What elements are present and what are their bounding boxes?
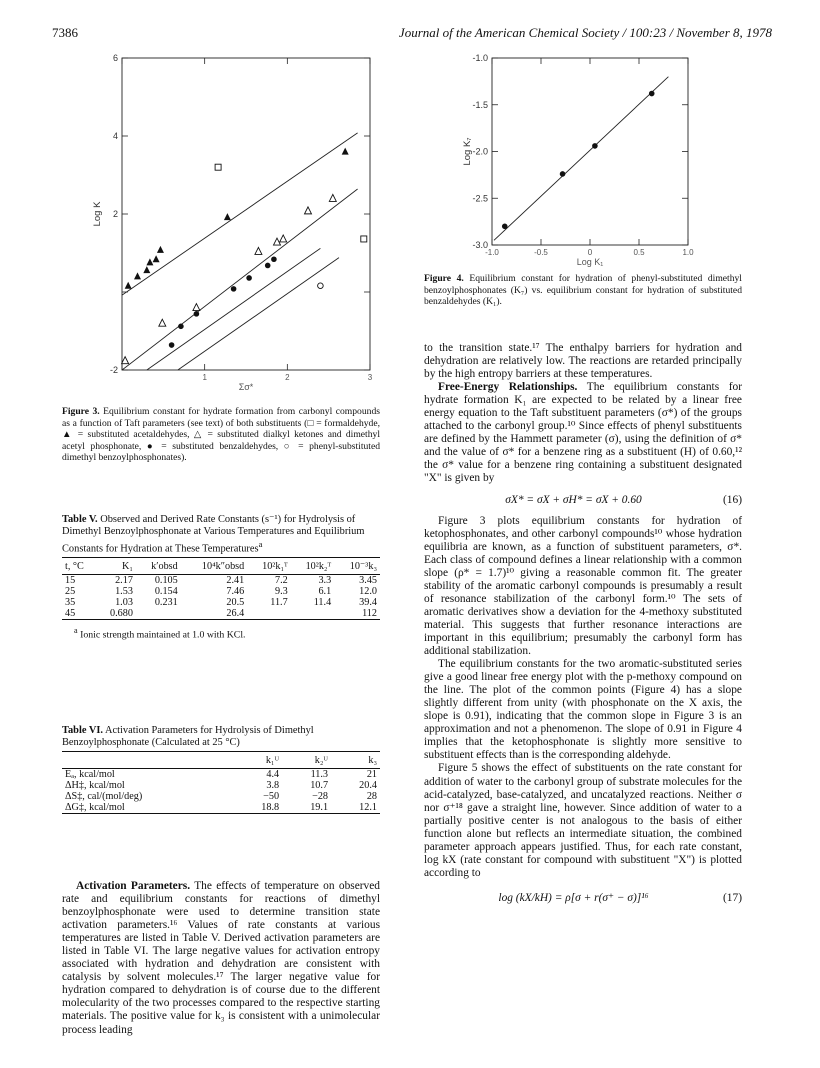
table-5-cell: 1.03 bbox=[115, 597, 133, 609]
table-5 bbox=[62, 514, 380, 641]
table-6-cell: −50 bbox=[263, 791, 280, 802]
table-5-footnote bbox=[62, 626, 380, 640]
equation-17-expression: log (kX/kH) = ρ[σ + r(σ⁺ − σ)]¹⁶ bbox=[498, 891, 649, 904]
table-6-header-cell: k₂ᵁ bbox=[282, 752, 331, 769]
fig3-fit-line bbox=[178, 258, 339, 370]
fig4-x-tick-label: 1.0 bbox=[682, 248, 694, 257]
equation-17-number: (17) bbox=[723, 891, 742, 904]
table-5-title-note-mark: a bbox=[258, 539, 263, 549]
fig3-filled-circle-point bbox=[271, 256, 277, 262]
fig3-x-tick-label: 2 bbox=[285, 373, 290, 382]
fig4-x-tick-label: -1.0 bbox=[485, 248, 499, 257]
table-5-row bbox=[62, 597, 380, 608]
fig3-fit-line bbox=[122, 189, 358, 370]
table-5-header-cell: 10²k₁ᵀ bbox=[247, 558, 290, 575]
fig4-fit-line bbox=[494, 77, 668, 241]
table-6-header-cell bbox=[62, 752, 233, 769]
table-5-cell bbox=[247, 608, 290, 620]
paragraph-figure-5: Figure 5 shows the effect of substituents on the rate constant for addition of water to the carbonyl group of substrate molecules for the acid-catalyzed, base-catalyzed, and uncatalyzed reactions. Neither σ nor σ⁺¹⁸ gave a straight line, however. Since addition of water to a partially positive center is not analogous to the basis of either function alone but reflects an intermediate situation, the combined parameter approach appears justified. Thus, for each rate constant, log kX (rate constant for compound with substituent "X") is plotted according to bbox=[424, 762, 742, 879]
fig4-x-tick-label: 0 bbox=[587, 248, 593, 257]
table-6-cell: ΔS‡, cal/(mol/deg) bbox=[65, 791, 143, 802]
section-heading-free-energy: Free-Energy Relationships. bbox=[438, 381, 578, 394]
table-6-cell: 4.4 bbox=[266, 769, 280, 780]
fig4-filled-circle-point bbox=[649, 91, 655, 97]
table-6-cell: ΔH‡, kcal/mol bbox=[65, 780, 125, 791]
fig3-filled-triangle-point bbox=[153, 255, 160, 262]
left-column-text bbox=[62, 880, 380, 1037]
table-6-cell: 3.8 bbox=[266, 780, 280, 791]
fig3-filled-triangle-point bbox=[157, 246, 164, 253]
table-6-cell: 28 bbox=[366, 791, 377, 802]
fig3-fit-line bbox=[147, 248, 321, 370]
table-6-row bbox=[62, 802, 380, 814]
fig3-x-tick-label: 3 bbox=[367, 373, 373, 382]
table-6-cell: 18.8 bbox=[233, 802, 282, 814]
paragraph-figure-3: Figure 3 plots equilibrium constants for hydration of ketophosphonates, and other carbonyl compounds¹⁰ whose hydration equilibria are known, as a function of substituent parameters, σ*. Each class of compound defines a linear relationship with a common slope (ρ* = 1.7)¹⁰ giving a reasonable common fit. The greater stability of the aromatic carbonyl compounds is presumably a result of resonance stabilization of the carbonyl form.¹⁰ The sets of aromatic derivatives show a deviation for the 4-methoxy substituted material. This suggests that further resonance interactions are important in this equilibrium; presumably the carbonyl form has additional stabilization. bbox=[424, 514, 742, 658]
table-6-cell: 10.7 bbox=[310, 780, 329, 791]
fig3-filled-circle-point bbox=[246, 275, 252, 281]
table-6-cell: 21 bbox=[366, 769, 377, 780]
table-6 bbox=[62, 725, 380, 814]
fig3-filled-triangle-point bbox=[342, 148, 349, 155]
table-6-row bbox=[62, 769, 380, 781]
fig3-filled-circle-point bbox=[169, 342, 175, 348]
table-6-cell: 19.1 bbox=[282, 802, 331, 814]
fig3-filled-triangle-point bbox=[224, 213, 231, 220]
table-5-cell: 26.4 bbox=[181, 608, 248, 620]
page-number: 7386 bbox=[52, 25, 78, 40]
table-6-cell: −28 bbox=[312, 791, 329, 802]
table-5-cell: 0.680 bbox=[96, 608, 136, 620]
table-6-cell: 11.3 bbox=[310, 769, 329, 780]
table-5-cell: 7.2 bbox=[274, 575, 288, 587]
fig3-filled-circle-point bbox=[194, 311, 200, 317]
fig3-filled-circle-point bbox=[178, 324, 184, 330]
figure-4-caption-text: Equilibrium constant for hydration of phenyl-substituted dimethyl benzoylphosphonates (K₇) vs. equilibrium constant for hydration of substituted benzaldehydes (K₁). bbox=[424, 273, 742, 308]
table-5-header-cell: t, °C bbox=[62, 558, 96, 575]
table-5-footnote-mark: a bbox=[74, 626, 78, 636]
table-5-cell: 11.7 bbox=[270, 597, 288, 609]
table-5-title-text: Observed and Derived Rate Constants (s⁻¹) for Hydrolysis of Dimethyl Benzoylphosphonate at Various Temperatures and Equilibrium Constants for Hydration at These Temperatures bbox=[62, 514, 365, 555]
fig3-square-point bbox=[361, 236, 367, 242]
table-5-cell: 0.105 bbox=[154, 575, 178, 587]
fig3-open-triangle-point bbox=[193, 304, 200, 311]
table-5-cell: 7.46 bbox=[226, 586, 245, 598]
fig3-plot-frame bbox=[122, 58, 370, 370]
table-5-cell bbox=[291, 608, 334, 620]
table-5-footnote-text: Ionic strength maintained at 1.0 with KCl. bbox=[80, 629, 246, 641]
fig3-open-triangle-point bbox=[329, 194, 336, 201]
fig3-open-triangle-point bbox=[255, 247, 262, 254]
figure-3 bbox=[62, 50, 380, 400]
fig3-y-axis-label: Log K bbox=[92, 201, 103, 227]
fig4-y-tick-label: -1.0 bbox=[472, 53, 488, 63]
equation-16-number: (16) bbox=[723, 493, 742, 506]
fig3-square-point bbox=[215, 164, 221, 170]
table-5-cell: 3.45 bbox=[359, 575, 377, 587]
fig4-x-axis-label: Log K₁ bbox=[576, 257, 604, 267]
fig4-y-tick-label: -1.5 bbox=[472, 99, 488, 110]
table-5-label: Table V. bbox=[62, 514, 98, 525]
table-5-cell: 12.0 bbox=[359, 586, 377, 598]
equation-16-expression: σX* = σX + σH* = σX + 0.60 bbox=[505, 493, 642, 506]
fig4-filled-circle-point bbox=[560, 171, 566, 177]
table-5-cell: 0.231 bbox=[154, 597, 178, 609]
activation-paragraph: The effects of temperature on observed rate and equilibrium constants for reactions of dimethyl benzoylphosphonate were used to determine transition state activation parameters.¹⁶ Values of rate constants at various temperatures are listed in Table V. Derived activation parameters are listed in Table VI. The large negative values for activation entropy associated with hydration and dehydration are consistent with catalysis by solvent molecules.¹⁷ The larger negative value for hydration compared to dehydration is of course due to the different molecularity of the two processes compared to the respective starting materials. The positive value for k₃ is consistent with a unimolecular process leading bbox=[62, 880, 380, 1036]
figure-4 bbox=[424, 50, 742, 273]
equation-16 bbox=[424, 494, 742, 507]
table-5-cell: 2.17 bbox=[115, 575, 133, 587]
table-6-grid bbox=[62, 751, 380, 814]
figure-3-caption-label: Figure 3. bbox=[62, 406, 100, 417]
table-5-cell: 20.5 bbox=[226, 597, 245, 609]
table-5-title bbox=[62, 514, 380, 555]
table-5-header-cell: 10⁴k″obsd bbox=[181, 558, 248, 575]
paragraph-free-energy: The equilibrium constants for hydrate formation K₁ are expected to be related by a linear free energy equation to the Taft substituent parameters (σ*) of the groups attached to the carbonyl group.¹⁰ Since effects of phenyl substituents are defined by the Hammett parameter (σ), using the definition of σ* and the value of σ* for a benzene ring as a substituent (H) of 0.60,¹² the σ* value for a benzene ring containing a substituent designated "X" is given by bbox=[424, 381, 742, 485]
fig3-open-triangle-point bbox=[159, 319, 166, 326]
fig4-y-tick-label: -3.0 bbox=[472, 240, 488, 250]
table-6-label: Table VI. bbox=[62, 725, 104, 736]
fig3-filled-triangle-point bbox=[125, 282, 132, 289]
table-6-row bbox=[62, 791, 380, 802]
figure-3-caption-text: Equilibrium constant for hydrate formation from carbonyl compounds as a function of Taft parameters (see text) of both substituents (□ = formaldehyde, ▲ = substituted acetaldehydes, △ = substituted dialkyl ketones and dimethyl acetyl phosphonate, ● = substituted benzaldehydes, ○ = phenyl-substituted dimethyl benzoylphosphonates). bbox=[62, 406, 380, 464]
fig3-filled-triangle-point bbox=[134, 272, 141, 279]
table-5-cell: 112 bbox=[334, 608, 380, 620]
fig3-filled-circle-point bbox=[231, 286, 237, 292]
journal-header: Journal of the American Chemical Society / 100:23 / November 8, 1978 bbox=[398, 25, 772, 40]
fig3-open-circle-point bbox=[318, 283, 324, 289]
table-6-cell: Eₐ, kcal/mol bbox=[65, 769, 115, 780]
figure-3-caption bbox=[62, 406, 380, 464]
figure-4-caption bbox=[424, 273, 742, 308]
table-6-cell: 20.4 bbox=[359, 780, 377, 791]
fig3-y-tick-label: 2 bbox=[112, 209, 118, 219]
right-column-text bbox=[424, 342, 742, 913]
fig3-open-triangle-point bbox=[122, 357, 129, 364]
table-6-cell: ΔG‡, kcal/mol bbox=[62, 802, 233, 814]
table-5-row bbox=[62, 586, 380, 597]
table-5-cell: 0.154 bbox=[154, 586, 178, 598]
table-5-header-cell: k′obsd bbox=[136, 558, 181, 575]
table-5-cell: 15 bbox=[65, 575, 76, 587]
fig3-y-tick-label: 6 bbox=[112, 53, 118, 63]
fig4-x-tick-label: 0.5 bbox=[633, 248, 645, 257]
figure-4-caption-label: Figure 4. bbox=[424, 273, 464, 284]
fig4-y-tick-label: -2.0 bbox=[472, 146, 488, 157]
fig3-y-tick-label: -2 bbox=[109, 365, 118, 375]
table-5-cell: 9.3 bbox=[274, 586, 288, 598]
fig3-fit-line bbox=[122, 133, 358, 295]
table-5-cell: 3.3 bbox=[318, 575, 332, 587]
table-5-cell: 39.4 bbox=[359, 597, 377, 609]
table-6-title bbox=[62, 725, 380, 749]
table-5-cell: 35 bbox=[65, 597, 76, 609]
table-5-cell: 1.53 bbox=[115, 586, 133, 598]
table-5-cell: 25 bbox=[65, 586, 76, 598]
fig3-x-axis-label: Σσ* bbox=[238, 382, 254, 392]
figure-3-plot bbox=[62, 50, 380, 395]
table-5-header-cell: 10⁻³k₃ bbox=[334, 558, 380, 575]
section-heading-activation: Activation Parameters. bbox=[76, 880, 191, 892]
table-5-row bbox=[62, 608, 380, 620]
table-6-header-cell: k₁ᵁ bbox=[233, 752, 282, 769]
table-5-header-cell: 10²k₂ᵀ bbox=[291, 558, 334, 575]
table-6-header-cell: k₃ bbox=[331, 752, 380, 769]
paragraph-transition-state: to the transition state.¹⁷ The enthalpy barriers for hydration and dehydration are relatively low. The reactions are retarded principally by the high entropy barriers at these temperatures. bbox=[424, 342, 742, 381]
table-6-row bbox=[62, 780, 380, 791]
paragraph-figure-4: The equilibrium constants for the two aromatic-substituted series give a good linear free energy plot with the p-methoxy compound on the line. The plot of the common points (Figure 4) has a slope slightly different from unity (with phosphonate on the X axis, the slope is 0.91), indicating that the common slope in Figure 3 is an approximation and not a phenomenon. The slope of 0.91 in Figure 4 implies that the ketophosphonate is slightly more sensitive to substituent effects than is the corresponding aldehyde. bbox=[424, 658, 742, 762]
table-5-cell: 2.41 bbox=[226, 575, 245, 587]
table-5-cell: 6.1 bbox=[318, 586, 332, 598]
table-5-grid bbox=[62, 557, 380, 620]
fig3-x-tick-label: 1 bbox=[202, 373, 207, 382]
table-5-row bbox=[62, 575, 380, 587]
table-5-cell: 11.4 bbox=[313, 597, 332, 609]
table-6-cell: 12.1 bbox=[331, 802, 380, 814]
table-5-cell bbox=[136, 608, 181, 620]
figure-4-plot bbox=[424, 50, 742, 268]
fig4-y-tick-label: -2.5 bbox=[472, 193, 488, 204]
fig4-filled-circle-point bbox=[502, 224, 508, 230]
fig3-filled-circle-point bbox=[265, 263, 271, 269]
fig3-filled-triangle-point bbox=[143, 266, 150, 273]
fig3-y-tick-label: 4 bbox=[112, 131, 118, 141]
fig3-open-triangle-point bbox=[305, 207, 312, 214]
fig4-x-tick-label: -0.5 bbox=[534, 248, 548, 257]
fig4-y-axis-label: Log K₇ bbox=[462, 137, 473, 166]
fig4-filled-circle-point bbox=[592, 143, 598, 149]
table-6-title-text: Activation Parameters for Hydrolysis of Dimethyl Benzoylphosphonate (Calculated at 25 °C) bbox=[62, 725, 314, 748]
table-5-header-cell: K₁ bbox=[96, 558, 136, 575]
table-5-cell: 45 bbox=[62, 608, 96, 620]
fig3-filled-triangle-point bbox=[146, 258, 153, 265]
fig3-open-triangle-point bbox=[280, 235, 287, 242]
equation-17 bbox=[424, 892, 742, 905]
